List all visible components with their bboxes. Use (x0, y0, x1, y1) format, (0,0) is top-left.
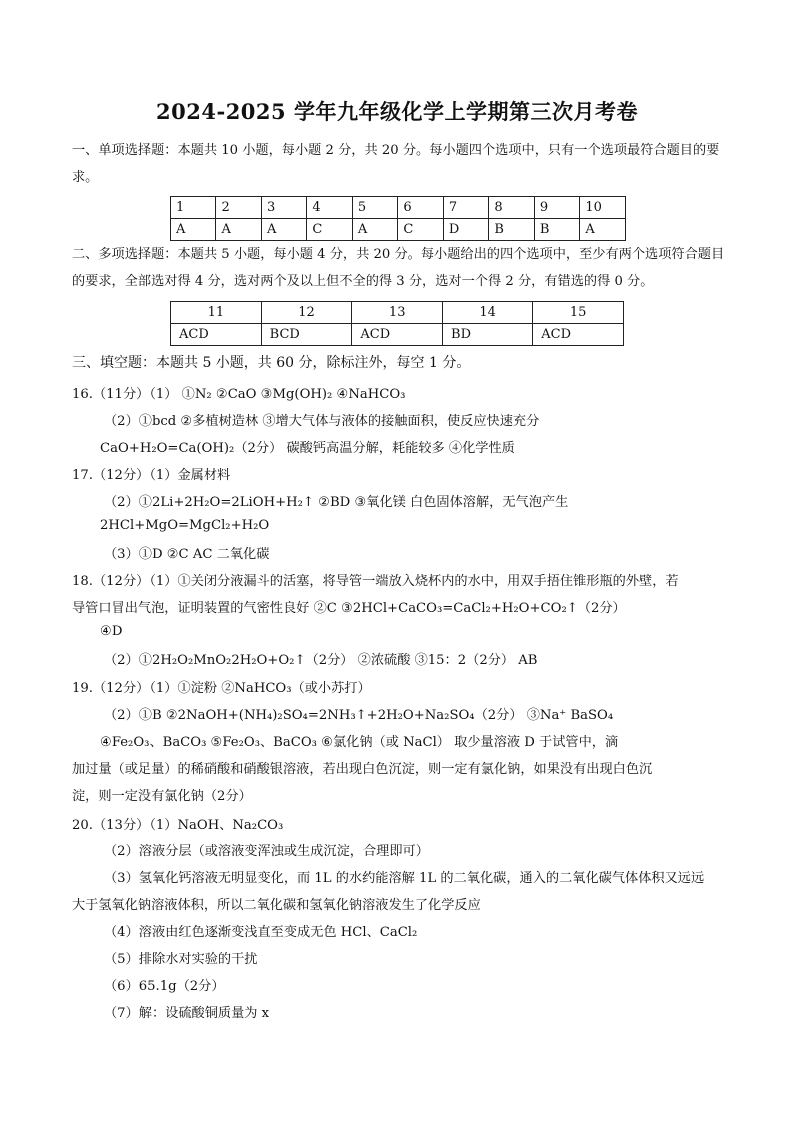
answer-line: （2）①2Li+2H₂O=2LiOH+H₂↑ ②BD ③氧化镁 白色固体溶解，无气泡产生 (104, 495, 569, 510)
section3-heading: 三、填空题：本题共 5 小题，共 60 分，除标注外，每空 1 分。 (72, 355, 471, 371)
table-cell: A (261, 219, 306, 241)
table-cell: A (352, 219, 397, 241)
table-cell: D (443, 219, 489, 241)
answer-line: （3）①D ②C AC 二氧化碳 (104, 547, 270, 562)
answer-line: （4）溶液由红色逐渐变浅直至变成无色 HCl、CaCl₂ (104, 925, 418, 940)
answer-line: （3）氢氧化钙溶液无明显变化，而 1L 的水约能溶解 1L 的二氧化碳，通入的二氧化碳气体体积又远远 (104, 871, 705, 886)
table-cell: 2 (216, 197, 261, 219)
answer-line: ④Fe₂O₃、BaCO₃ ⑤Fe₂O₃、BaCO₃ ⑥氯化钠（或 NaCl） 取少量溶液 D 于试管中，滴 (100, 735, 619, 750)
answer-line: 18.（12分）（1）①关闭分液漏斗的活塞，将导管一端放入烧杯内的水中，用双手捂住锥形瓶的外壁，若 (72, 574, 679, 589)
table-row-numbers (171, 197, 626, 219)
section1-heading: 一、单项选择题：本题共 10 小题，每小题 2 分，共 20 分。每小题四个选项中，只有一个选项最符合题目的要求。 (72, 143, 720, 185)
answer-line: （2）①B ②2NaOH+(NH₄)₂SO₄=2NH₃↑+2H₂O+Na₂SO₄（2分） ③Na⁺ BaSO₄ (104, 708, 614, 723)
table-cell: A (171, 219, 216, 241)
table-cell: BD (443, 324, 533, 346)
answer-line: （6）65.1g（2分） (104, 979, 225, 994)
table-row-answers (171, 324, 624, 346)
page-title: 2024-2025 学年九年级化学上学期第三次月考卷 (156, 99, 638, 124)
table-cell: 4 (307, 197, 352, 219)
table-cell: ACD (171, 324, 262, 346)
table-row-numbers (171, 302, 624, 324)
table-cell: A (580, 219, 626, 241)
answer-line: （5）排除水对实验的干扰 (104, 952, 258, 967)
table-cell: BCD (261, 324, 352, 346)
table-cell: 6 (398, 197, 443, 219)
table-row-answers (171, 219, 626, 241)
table-cell: 11 (171, 302, 262, 324)
table-cell: 10 (580, 197, 626, 219)
answer-line: 大于氢氧化钠溶液体积，所以二氧化碳和氢氧化钠溶液发生了化学反应 (72, 898, 481, 913)
answer-line: （2）①bcd ②多植树造林 ③增大气体与液体的接触面积，使反应快速充分 (104, 414, 540, 429)
table-cell: ACD (533, 324, 624, 346)
table-cell: 13 (352, 302, 443, 324)
table-cell: B (534, 219, 579, 241)
answer-line: 19.（12分）（1）①淀粉 ②NaHCO₃（或小苏打） (72, 681, 371, 696)
table-cell: B (489, 219, 534, 241)
table-cell: 14 (443, 302, 533, 324)
table-cell: 8 (489, 197, 534, 219)
table-cell: 5 (352, 197, 397, 219)
table-cell: C (398, 219, 443, 241)
table-cell: C (307, 219, 352, 241)
table-cell: 9 (534, 197, 579, 219)
table-cell: 1 (171, 197, 216, 219)
answer-line: CaO+H₂O=Ca(OH)₂（2分） 碳酸钙高温分解，耗能较多 ④化学性质 (100, 441, 515, 456)
answer-line: 导管口冒出气泡，证明装置的气密性良好 ②C ③2HCl+CaCO₃=CaCl₂+H₂O+CO₂↑（2分） (72, 601, 626, 616)
answer-line: 17.（12分）（1）金属材料 (72, 468, 231, 483)
table-cell: 12 (261, 302, 352, 324)
multi-choice-answer-table (170, 301, 624, 346)
section2-heading: 二、多项选择题：本题共 5 小题，每小题 4 分，共 20 分。每小题给出的四个选项中，至少有两个选项符合题目的要求，全部选对得 4 分，选对两个及以上但不全的得 3 分，选对一个得 2 分，有错选的得 0 分。 (72, 247, 725, 289)
table-cell: 3 (261, 197, 306, 219)
answer-line: 16.（11分）（1） ①N₂ ②CaO ③Mg(OH)₂ ④NaHCO₃ (72, 387, 406, 402)
table-cell: ACD (352, 324, 443, 346)
answer-line: （7）解：设硫酸铜质量为 x (104, 1006, 270, 1021)
answer-line: 20.（13分）（1）NaOH、Na₂CO₃ (72, 818, 284, 833)
answer-line: 加过量（或足量）的稀硝酸和硝酸银溶液，若出现白色沉淀，则一定有氯化钠，如果没有出现白色沉 (72, 762, 653, 777)
answer-line: 淀，则一定没有氯化钠（2分） (72, 789, 252, 804)
table-cell: 15 (533, 302, 624, 324)
answer-line: （2）①2H₂O₂MnO₂2H₂O+O₂↑（2分） ②浓硫酸 ③15：2（2分） AB (104, 653, 538, 668)
table-cell: 7 (443, 197, 489, 219)
single-choice-answer-table (170, 196, 626, 241)
answer-line: 2HCl+MgO=MgCl₂+H₂O (100, 518, 270, 533)
table-cell: A (216, 219, 261, 241)
answer-line: （2）溶液分层（或溶液变浑浊或生成沉淀，合理即可） (104, 844, 429, 859)
answer-line: ④D (100, 624, 123, 639)
